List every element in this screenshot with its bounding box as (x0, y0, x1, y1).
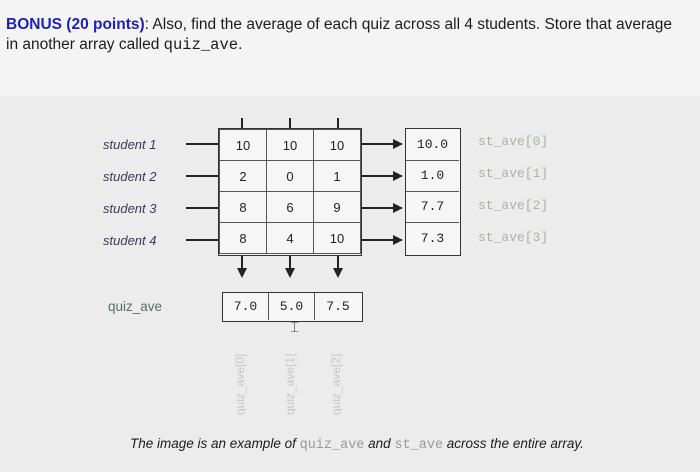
caption-mid: and (364, 436, 395, 451)
statement-text-2: in another array called (6, 36, 164, 53)
st-ave-label: st_ave[0] (478, 134, 549, 149)
grid-cell: 10 (313, 129, 361, 161)
scores-grid (218, 128, 362, 256)
column-tick-2 (289, 118, 291, 128)
text-cursor-icon: ⌶ (290, 318, 300, 336)
student-label-4: student 4 (103, 233, 157, 248)
caption-post: across the entire array. (443, 436, 584, 451)
column-tick-1 (241, 118, 243, 128)
row-arrowhead-4 (393, 235, 403, 245)
column-arrowhead-3 (333, 268, 343, 278)
st-ave-cell: 7.7 (406, 191, 459, 223)
row-arrow-line-1 (362, 143, 395, 145)
quiz-ave-label: quiz_ave (108, 299, 163, 314)
grid-cell: 2 (219, 160, 267, 192)
statement-period: . (238, 36, 243, 53)
statement-line-2 (6, 36, 242, 54)
statement-text-1: : Also, find the average of each quiz across all 4 students. Store that average (144, 16, 672, 33)
grid-cell: 10 (313, 222, 361, 254)
st-ave-label: st_ave[1] (478, 166, 549, 181)
student-label-1: student 1 (103, 137, 157, 152)
grid-cell: 8 (219, 191, 267, 223)
grid-cell: 8 (219, 222, 267, 254)
st-ave-cell: 10.0 (406, 129, 459, 161)
st-ave-label: st_ave[3] (478, 230, 549, 245)
st-ave-label: st_ave[2] (478, 198, 549, 213)
grid-cell: 10 (219, 129, 267, 161)
grid-cell: 6 (266, 191, 314, 223)
column-tick-3 (337, 118, 339, 128)
row-arrow-line-2 (362, 175, 395, 177)
quiz-ave-index-label: quiz_ave[2] (329, 353, 343, 415)
quiz-ave-cell: 7.0 (223, 293, 269, 320)
statement-line-1 (6, 16, 672, 34)
student-label-2: student 2 (103, 169, 157, 184)
grid-cell: 10 (266, 129, 314, 161)
grid-cell: 1 (313, 160, 361, 192)
caption-pre: The image is an example of (130, 436, 300, 451)
problem-statement (0, 0, 700, 96)
row-arrow-line-4 (362, 239, 395, 241)
student-label-3: student 3 (103, 201, 157, 216)
statement-code: quiz_ave (163, 36, 239, 54)
quiz-ave-cell: 7.5 (326, 299, 350, 314)
grid-cell: 9 (313, 191, 361, 223)
row-arrowhead-1 (393, 139, 403, 149)
row-connector-4 (186, 239, 218, 241)
row-arrowhead-2 (393, 171, 403, 181)
grid-cell: 0 (266, 160, 314, 192)
row-connector-3 (186, 207, 218, 209)
column-arrowhead-2 (285, 268, 295, 278)
st-ave-cell: 1.0 (406, 160, 459, 192)
quiz-ave-index-label: quiz_ave[0] (233, 353, 247, 415)
st-ave-array (405, 128, 461, 256)
caption-code-2: st_ave (394, 438, 444, 453)
st-ave-cell: 7.3 (420, 230, 445, 246)
row-connector-2 (186, 175, 218, 177)
bonus-label: BONUS (20 points) (6, 16, 145, 33)
column-arrowhead-1 (237, 268, 247, 278)
caption (130, 436, 584, 453)
row-arrowhead-3 (393, 203, 403, 213)
quiz-ave-cell: 5.0 (269, 293, 315, 320)
quiz-ave-index-label: quiz_ave[1] (283, 353, 297, 415)
caption-code-1: quiz_ave (299, 438, 365, 453)
row-arrow-line-3 (362, 207, 395, 209)
row-connector-1 (186, 143, 218, 145)
grid-cell: 4 (266, 222, 314, 254)
